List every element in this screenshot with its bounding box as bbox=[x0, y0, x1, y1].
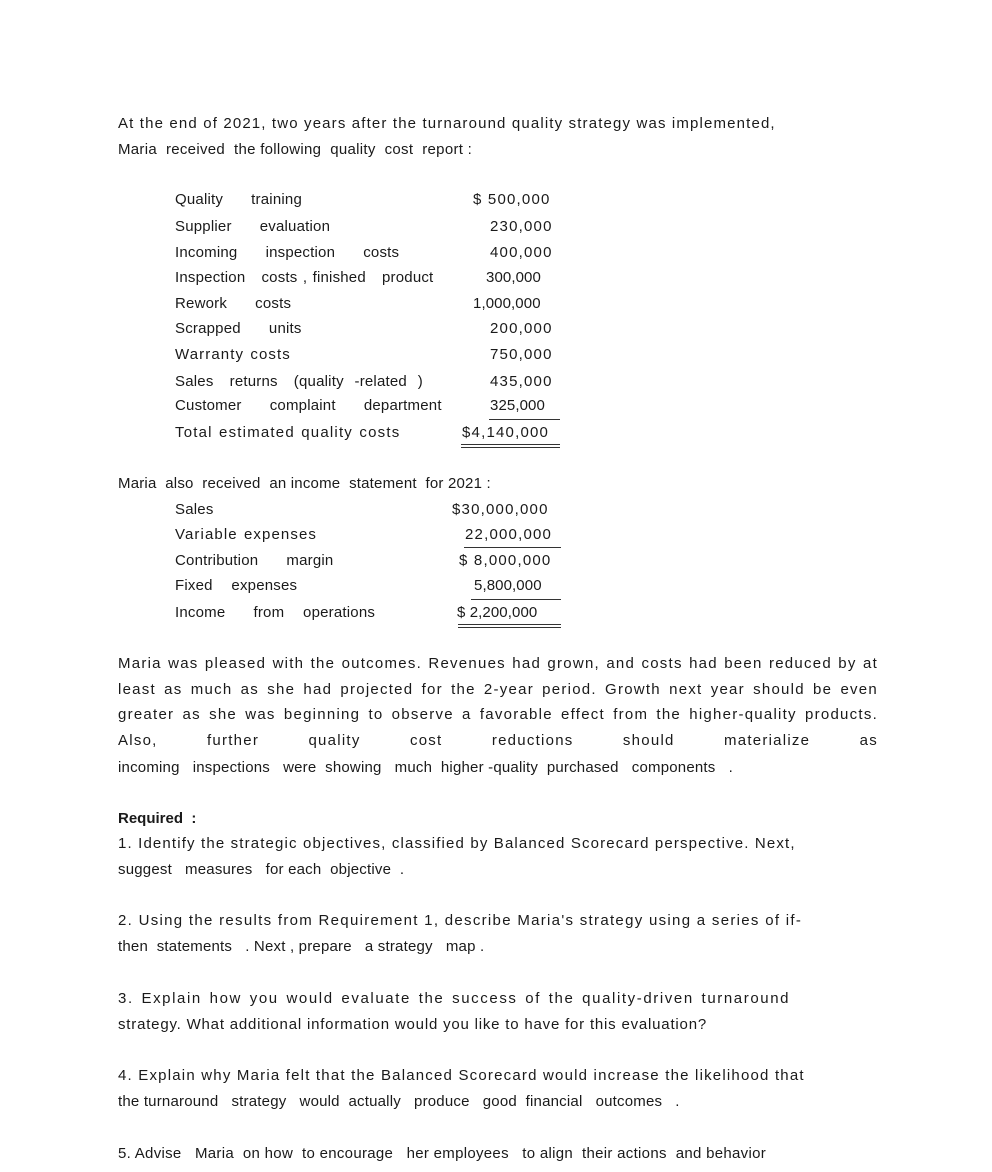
intro-line-1: At the end of 2021, two years after the turnaround quality strategy was implemented, bbox=[118, 115, 776, 132]
row-amount: 5,800,000 bbox=[474, 577, 542, 594]
requirement-body: 3. Explain how you would evaluate the success of the quality-driven turnaround bbox=[118, 990, 791, 1007]
row-amount: $ 500,000 bbox=[473, 191, 551, 208]
row-label: Scrapped units bbox=[175, 320, 302, 337]
row-label: Inspection costs , finished product bbox=[175, 269, 434, 286]
row-amount: 200,000 bbox=[490, 320, 553, 337]
subtotal-rule bbox=[489, 419, 560, 420]
row-amount: $ 2,200,000 bbox=[457, 604, 538, 621]
requirement-body: 2. Using the results from Requirement 1, describe Maria's strategy using a series of if- bbox=[118, 912, 803, 929]
requirement-2 bbox=[118, 908, 878, 959]
intro-line-2: Maria received the following quality cost report : bbox=[118, 140, 473, 158]
subtotal-rule bbox=[471, 599, 561, 600]
row-label: Sales returns (quality -related ) bbox=[175, 373, 423, 390]
outcome-body: Maria was pleased with the outcomes. Revenues had grown, and costs had been reduced by at least as much as she had projected for the 2-year period. Growth next year should be even greater as she was beginning to observe a favorable effect from the higher-quality products. Also, further quality cost reductions should materialize as bbox=[118, 655, 878, 750]
row-label: Supplier evaluation bbox=[175, 218, 331, 235]
requirement-body: 5. Advise Maria on how to encourage her employees to align their actions and behavior bbox=[118, 1145, 767, 1162]
row-amount: $ 8,000,000 bbox=[459, 552, 552, 569]
total-double-rule bbox=[461, 444, 560, 448]
row-amount: 435,000 bbox=[490, 373, 553, 390]
row-amount: 1,000,000 bbox=[473, 295, 541, 312]
outcome-last-line: incoming inspections were showing much higher -quality purchased components . bbox=[118, 758, 733, 776]
outcome-paragraph bbox=[118, 651, 878, 781]
requirement-last-line: suggest measures for each objective . bbox=[118, 860, 405, 878]
row-label: Income from operations bbox=[175, 604, 376, 621]
row-amount: 230,000 bbox=[490, 218, 553, 235]
row-label: Quality training bbox=[175, 191, 302, 208]
intro-paragraph bbox=[118, 111, 878, 162]
requirement-last-line: strategy. What additional information would you like to have for this evaluation? bbox=[118, 1015, 707, 1033]
row-label: Warranty costs bbox=[175, 346, 291, 363]
required-heading: Required : bbox=[118, 810, 197, 827]
requirement-last-line: the turnaround strategy would actually produce good financial outcomes . bbox=[118, 1092, 680, 1110]
subtotal-rule bbox=[464, 547, 561, 548]
total-amount: $4,140,000 bbox=[462, 424, 550, 441]
income-statement-intro: Maria also received an income statement for 2021 : bbox=[118, 475, 491, 492]
total-label: Total estimated quality costs bbox=[175, 424, 401, 441]
requirement-last-line: then statements . Next , prepare a strategy map . bbox=[118, 937, 485, 955]
row-label: Variable expenses bbox=[175, 526, 317, 543]
requirement-1 bbox=[118, 831, 878, 882]
row-label: Sales bbox=[175, 501, 214, 518]
requirement-body: 4. Explain why Maria felt that the Balanced Scorecard would increase the likelihood that bbox=[118, 1067, 805, 1084]
row-amount: $30,000,000 bbox=[452, 501, 549, 518]
requirement-body: 1. Identify the strategic objectives, classified by Balanced Scorecard perspective. Next, bbox=[118, 835, 796, 852]
row-amount: 400,000 bbox=[490, 244, 553, 261]
row-label: Incoming inspection costs bbox=[175, 244, 400, 261]
requirement-5 bbox=[118, 1141, 878, 1167]
row-label: Rework costs bbox=[175, 295, 292, 312]
requirement-4 bbox=[118, 1063, 878, 1114]
row-label: Customer complaint department bbox=[175, 397, 442, 414]
requirement-3 bbox=[118, 986, 878, 1037]
row-label: Contribution margin bbox=[175, 552, 334, 569]
total-double-rule bbox=[458, 624, 561, 628]
row-amount: 750,000 bbox=[490, 346, 553, 363]
row-amount: 300,000 bbox=[486, 269, 541, 286]
row-label: Fixed expenses bbox=[175, 577, 298, 594]
row-amount: 22,000,000 bbox=[465, 526, 553, 543]
row-amount: 325,000 bbox=[490, 397, 545, 414]
